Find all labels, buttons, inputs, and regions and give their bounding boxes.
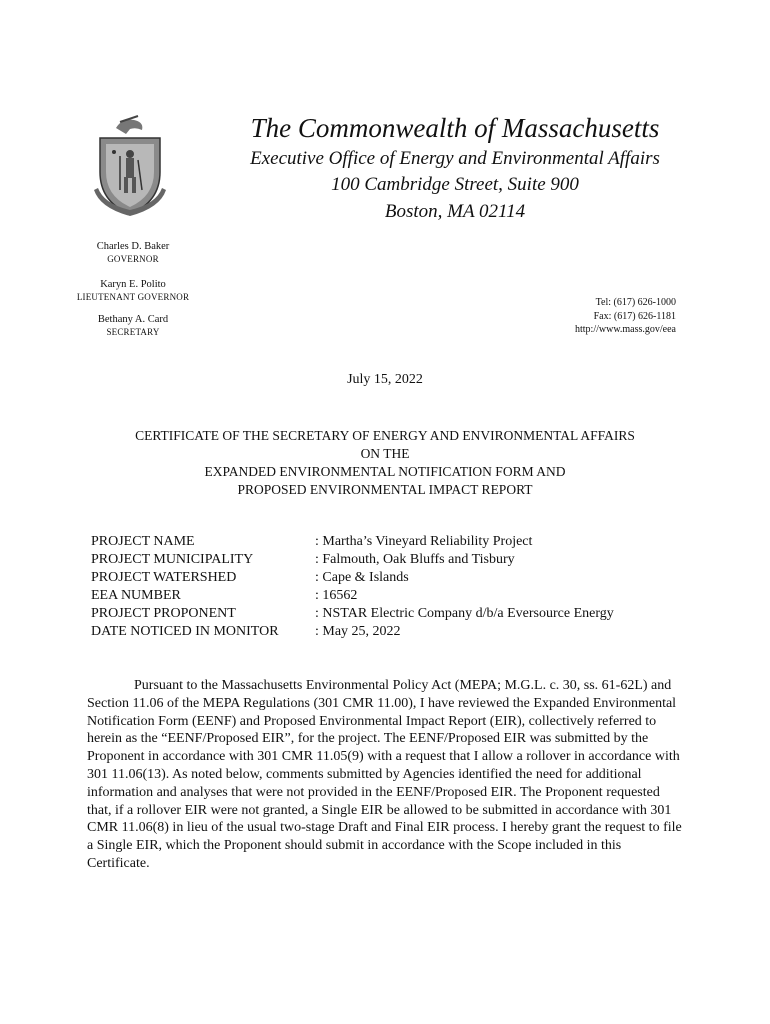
certificate-heading: [60, 427, 710, 499]
info-value: : May 25, 2022: [315, 624, 401, 639]
project-info-row: [91, 587, 691, 605]
official-name: Karyn E. Polito: [100, 279, 166, 290]
info-value: : Cape & Islands: [315, 570, 409, 585]
body-text: [87, 677, 685, 873]
massachusetts-seal-icon: [86, 110, 174, 222]
official-title: SECRETARY: [106, 327, 160, 337]
official-secretary: [56, 313, 210, 339]
certificate-line: EXPANDED ENVIRONMENTAL NOTIFICATION FORM AND: [204, 464, 566, 479]
letterhead-title: The Commonwealth of Massachusetts: [250, 113, 660, 143]
info-label: EEA NUMBER: [91, 588, 181, 603]
official-title: LIEUTENANT GOVERNOR: [76, 292, 190, 302]
official-name: Bethany A. Card: [97, 314, 169, 325]
project-info-row: [91, 623, 691, 641]
info-label: PROJECT NAME: [91, 534, 195, 549]
info-value: : NSTAR Electric Company d/b/a Eversource Energy: [315, 606, 614, 621]
info-value: : Falmouth, Oak Bluffs and Tisbury: [315, 552, 515, 567]
info-value: : 16562: [315, 588, 358, 603]
contact-fax: Fax: (617) 626-1181: [593, 310, 676, 322]
info-label: PROJECT WATERSHED: [91, 570, 237, 585]
project-info-row: [91, 569, 691, 587]
document-date: July 15, 2022: [347, 372, 423, 387]
official-name: Charles D. Baker: [96, 241, 170, 252]
info-label: DATE NOTICED IN MONITOR: [91, 624, 279, 639]
certificate-line: PROPOSED ENVIRONMENTAL IMPACT REPORT: [237, 482, 533, 497]
project-info-row: [91, 605, 691, 623]
certificate-line: CERTIFICATE OF THE SECRETARY OF ENERGY AND ENVIRONMENTAL AFFAIRS: [135, 428, 635, 443]
info-value: : Martha’s Vineyard Reliability Project: [315, 534, 533, 549]
letterhead-street: 100 Cambridge Street, Suite 900: [331, 174, 579, 195]
contact-tel: Tel: (617) 626-1000: [595, 297, 676, 308]
official-governor: [56, 240, 210, 266]
project-info-table: [91, 533, 691, 641]
certificate-line: ON THE: [360, 446, 410, 461]
info-label: PROJECT MUNICIPALITY: [91, 552, 254, 567]
official-lieutenant-governor: [56, 278, 210, 304]
official-title: GOVERNOR: [107, 254, 159, 264]
letterhead-city: Boston, MA 02114: [384, 201, 526, 222]
project-info-row: [91, 551, 691, 569]
info-label: PROJECT PROPONENT: [91, 606, 236, 621]
project-info-row: [91, 533, 691, 551]
contact-block: [500, 296, 676, 337]
contact-website-link[interactable]: http://www.mass.gov/eea: [574, 324, 676, 335]
body-paragraph: Pursuant to the Massachusetts Environmental Policy Act (MEPA; M.G.L. c. 30, ss. 61-62L) and Section 11.06 of the MEPA Regulations (301 CMR 11.00), I have reviewed the Expanded Environmental Notification Form (EENF) and Proposed Environmental Impact Report (EIR), collectively referred to herein as the “EENF/Proposed EIR”, for the project. The EENF/Proposed EIR was submitted by the Proponent in accordance with 301 CMR 11.05(9) with a request that I allow a rollover in accordance with 301 11.06(13). As noted below, comments submitted by Agencies identified the need for additional information and analyses that were not provided in the EENF/Proposed EIR. The Proponent requested that, if a rollover EIR were not granted, a Single EIR be allowed to be submitted in accordance with 301 CMR 11.06(8) in lieu of the usual two-stage Draft and Final EIR process. I hereby grant the request to file a Single EIR, which the Proponent should submit in accordance with the Scope included in this Certificate.: [87, 678, 682, 871]
letterhead-office: Executive Office of Energy and Environmental Affairs: [250, 148, 660, 169]
